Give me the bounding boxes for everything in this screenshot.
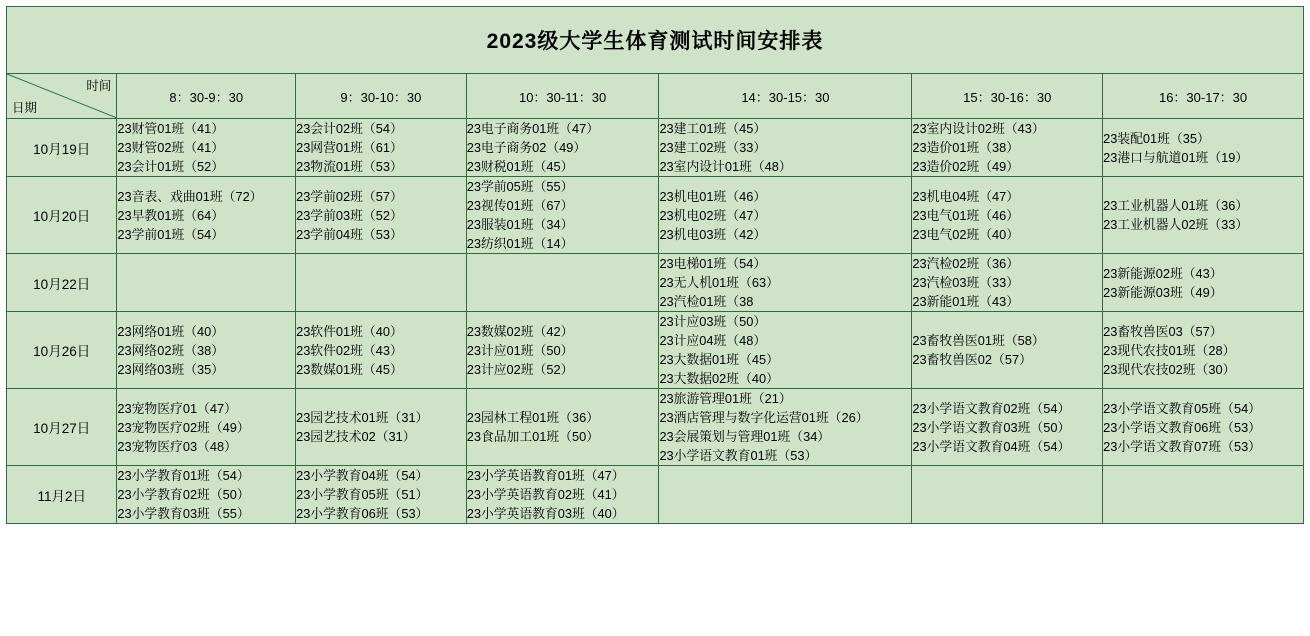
class-entry: 23港口与航道01班（19） (1103, 149, 1249, 165)
schedule-cell (1103, 312, 1304, 389)
class-entry: 23网络01班（40） (117, 323, 225, 339)
class-entry: 23网营01班（61） (296, 140, 403, 155)
schedule-table (6, 6, 1304, 524)
schedule-cell (1103, 254, 1304, 312)
schedule-cell (1103, 177, 1304, 254)
class-entry: 23宠物医疗01（47） (117, 400, 237, 416)
class-entry: 23小学英语教育01班（47） (466, 468, 625, 483)
class-entry: 23室内设计01班（48） (659, 159, 792, 174)
class-entry: 23电气02班（40） (912, 226, 1020, 242)
schedule-cell (296, 177, 467, 254)
class-entry: 23机电03班（42） (659, 226, 767, 242)
class-entry: 23畜牧兽医02（57） (912, 352, 1032, 367)
class-entry: 23小学教育03班（55） (117, 506, 250, 521)
class-entry: 23小学语文教育01班（53） (659, 448, 818, 463)
class-entry: 23计应01班（50） (466, 342, 574, 358)
class-entry: 23建工02班（33） (659, 140, 767, 155)
table-row (7, 254, 1304, 312)
schedule-cell (466, 466, 659, 524)
schedule-cell (1103, 466, 1304, 524)
class-entry: 23机电02班（47） (659, 207, 767, 223)
class-entry: 23现代农技02班（30） (1103, 361, 1236, 377)
column-header-3: 10：30-11：30 (466, 74, 659, 119)
class-entry: 23小学语文教育05班（54） (1103, 400, 1261, 416)
class-entry: 23电梯01班（54） (659, 256, 767, 271)
class-entry: 23小学语文教育07班（53） (1103, 438, 1261, 454)
class-entry: 23软件01班（40） (296, 323, 403, 339)
class-entry: 23汽检02班（36） (912, 256, 1020, 271)
title-row (7, 7, 1304, 74)
class-entry: 23计应02班（52） (466, 361, 574, 377)
class-entry: 23小学英语教育02班（41） (466, 487, 625, 502)
class-entry: 23小学语文教育03班（50） (912, 419, 1071, 435)
class-entry: 23网络03班（35） (117, 361, 225, 377)
class-entry: 23电子商务01班（47） (466, 121, 599, 136)
row-date-cell: 10月27日 (7, 389, 117, 466)
class-entry: 23学前03班（52） (296, 207, 403, 223)
schedule-cell (296, 119, 467, 177)
class-entry: 23会计02班（54） (296, 121, 403, 136)
class-entry: 23物流01班（53） (296, 159, 403, 174)
class-entry: 23学前05班（55） (466, 179, 574, 194)
corner-date-label: 日期 (12, 101, 38, 115)
schedule-cell (912, 119, 1103, 177)
class-entry: 23无人机01班（63） (659, 275, 779, 290)
schedule-cell (659, 177, 912, 254)
schedule-cell (296, 312, 467, 389)
class-entry: 23小学教育04班（54） (296, 468, 429, 483)
schedule-cell (117, 466, 296, 524)
class-entry: 23学前01班（54） (117, 226, 225, 242)
schedule-cell (117, 389, 296, 466)
class-entry: 23酒店管理与数字化运营01班（26） (659, 410, 869, 425)
schedule-cell (117, 312, 296, 389)
class-entry: 23大数据01班（45） (659, 352, 779, 367)
class-entry: 23新能01班（43） (912, 294, 1020, 309)
schedule-cell (659, 119, 912, 177)
class-entry: 23小学教育01班（54） (117, 468, 250, 483)
schedule-cell (466, 389, 659, 466)
class-entry: 23学前02班（57） (296, 188, 403, 204)
column-header-4: 14：30-15：30 (659, 74, 912, 119)
class-entry: 23会计01班（52） (117, 159, 225, 174)
class-entry: 23数媒01班（45） (296, 361, 403, 377)
class-entry: 23现代农技01班（28） (1103, 342, 1236, 358)
class-entry: 23园艺技术02（31） (296, 429, 416, 444)
row-date-cell: 10月20日 (7, 177, 117, 254)
class-entry: 23大数据02班（40） (659, 371, 779, 386)
class-entry: 23宠物医疗02班（49） (117, 419, 250, 435)
class-entry: 23工业机器人02班（33） (1103, 217, 1249, 232)
class-entry: 23小学教育06班（53） (296, 506, 429, 521)
row-date-cell: 11月2日 (7, 466, 117, 524)
class-entry: 23园林工程01班（36） (466, 410, 599, 425)
class-entry: 23服装01班（34） (466, 217, 574, 232)
column-header-2: 9：30-10：30 (296, 74, 467, 119)
class-entry: 23新能源03班（49） (1103, 284, 1223, 300)
class-entry: 23汽检03班（33） (912, 275, 1020, 290)
schedule-cell (296, 389, 467, 466)
row-date-cell: 10月22日 (7, 254, 117, 312)
row-date-cell: 10月26日 (7, 312, 117, 389)
class-entry: 23数媒02班（42） (466, 323, 574, 339)
class-entry: 23早教01班（64） (117, 207, 225, 223)
schedule-cell (466, 119, 659, 177)
column-header-1: 8：30-9：30 (117, 74, 296, 119)
class-entry: 23网络02班（38） (117, 342, 225, 358)
class-entry: 23小学教育05班（51） (296, 487, 429, 502)
class-entry: 23造价02班（49） (912, 159, 1020, 174)
schedule-cell (296, 254, 467, 312)
class-entry: 23小学英语教育03班（40） (466, 506, 625, 521)
class-entry: 23软件02班（43） (296, 342, 403, 358)
schedule-cell (1103, 389, 1304, 466)
class-entry: 23工业机器人01班（36） (1103, 198, 1249, 213)
schedule-cell (912, 254, 1103, 312)
class-entry: 23音表、戏曲01班（72） (117, 188, 263, 204)
corner-header (7, 74, 117, 119)
class-entry: 23造价01班（38） (912, 140, 1020, 155)
schedule-cell (912, 389, 1103, 466)
class-entry: 23计应03班（50） (659, 314, 767, 329)
schedule-cell (659, 389, 912, 466)
table-row (7, 389, 1304, 466)
class-entry: 23学前04班（53） (296, 226, 403, 242)
schedule-cell (296, 466, 467, 524)
class-entry: 23食品加工01班（50） (466, 429, 599, 444)
class-entry: 23小学语文教育02班（54） (912, 400, 1071, 416)
schedule-cell (466, 254, 659, 312)
schedule-cell (659, 466, 912, 524)
class-entry: 23畜牧兽医01班（58） (912, 333, 1045, 348)
class-entry: 23小学语文教育04班（54） (912, 438, 1071, 454)
class-entry: 23装配01班（35） (1103, 130, 1210, 146)
column-header-5: 15：30-16：30 (912, 74, 1103, 119)
class-entry: 23建工01班（45） (659, 121, 767, 136)
page-title: 2023级大学生体育测试时间安排表 (7, 7, 1304, 74)
table-row (7, 177, 1304, 254)
class-entry: 23旅游管理01班（21） (659, 391, 792, 406)
schedule-cell (1103, 119, 1304, 177)
class-entry: 23财税01班（45） (466, 159, 574, 174)
class-entry: 23室内设计02班（43） (912, 121, 1045, 136)
schedule-cell (466, 312, 659, 389)
class-entry: 23财管02班（41） (117, 140, 225, 155)
class-entry: 23电气01班（46） (912, 207, 1020, 223)
table-row (7, 312, 1304, 389)
table-row (7, 466, 1304, 524)
corner-time-label: 时间 (86, 79, 112, 93)
schedule-cell (659, 312, 912, 389)
class-entry: 23电子商务02（49） (466, 140, 587, 155)
schedule-cell (912, 312, 1103, 389)
schedule-cell (659, 254, 912, 312)
table-row (7, 119, 1304, 177)
class-entry: 23纺织01班（14） (466, 236, 574, 251)
class-entry: 23计应04班（48） (659, 333, 767, 348)
schedule-cell (117, 177, 296, 254)
row-date-cell: 10月19日 (7, 119, 117, 177)
class-entry: 23汽检01班（38 (659, 294, 754, 309)
schedule-cell (912, 466, 1103, 524)
class-entry: 23小学教育02班（50） (117, 487, 250, 502)
class-entry: 23会展策划与管理01班（34） (659, 429, 831, 444)
class-entry: 23机电01班（46） (659, 188, 767, 204)
schedule-cell (466, 177, 659, 254)
class-entry: 23财管01班（41） (117, 121, 225, 136)
class-entry: 23机电04班（47） (912, 188, 1020, 204)
schedule-cell (117, 254, 296, 312)
schedule-cell (117, 119, 296, 177)
class-entry: 23畜牧兽医03（57） (1103, 323, 1223, 339)
column-header-6: 16：30-17：30 (1103, 74, 1304, 119)
class-entry: 23园艺技术01班（31） (296, 410, 429, 425)
header-row (7, 74, 1304, 119)
class-entry: 23小学语文教育06班（53） (1103, 419, 1261, 435)
schedule-cell (912, 177, 1103, 254)
class-entry: 23视传01班（67） (466, 198, 574, 213)
class-entry: 23新能源02班（43） (1103, 265, 1223, 281)
class-entry: 23宠物医疗03（48） (117, 438, 237, 454)
